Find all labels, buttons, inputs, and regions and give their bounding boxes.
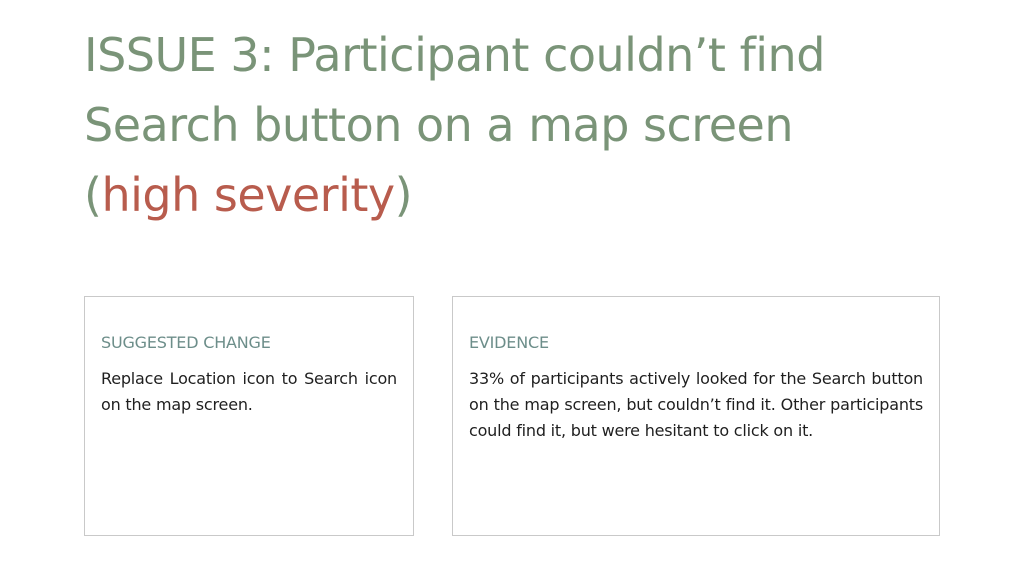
title-line-3 xyxy=(84,160,984,230)
title-paren-open: ( xyxy=(84,168,102,222)
evidence-text: 33% of participants actively looked for the Search button on the map screen, but couldn’t find it. Other participants could find it, but were hesitant to click on it. xyxy=(469,369,923,440)
severity-label: high severity xyxy=(101,168,395,222)
evidence-card xyxy=(452,296,940,536)
title-paren-close: ) xyxy=(394,168,413,222)
title-line-2: Search button on a map screen xyxy=(84,98,793,152)
evidence-heading: EVIDENCE xyxy=(469,333,549,352)
title-line-1: ISSUE 3: Participant couldn’t find xyxy=(84,28,825,82)
suggested-change-card xyxy=(84,296,414,536)
suggested-change-text: Replace Location icon to Search icon on the map screen. xyxy=(101,369,397,414)
slide-title xyxy=(84,20,984,230)
suggested-change-heading: SUGGESTED CHANGE xyxy=(101,333,271,352)
